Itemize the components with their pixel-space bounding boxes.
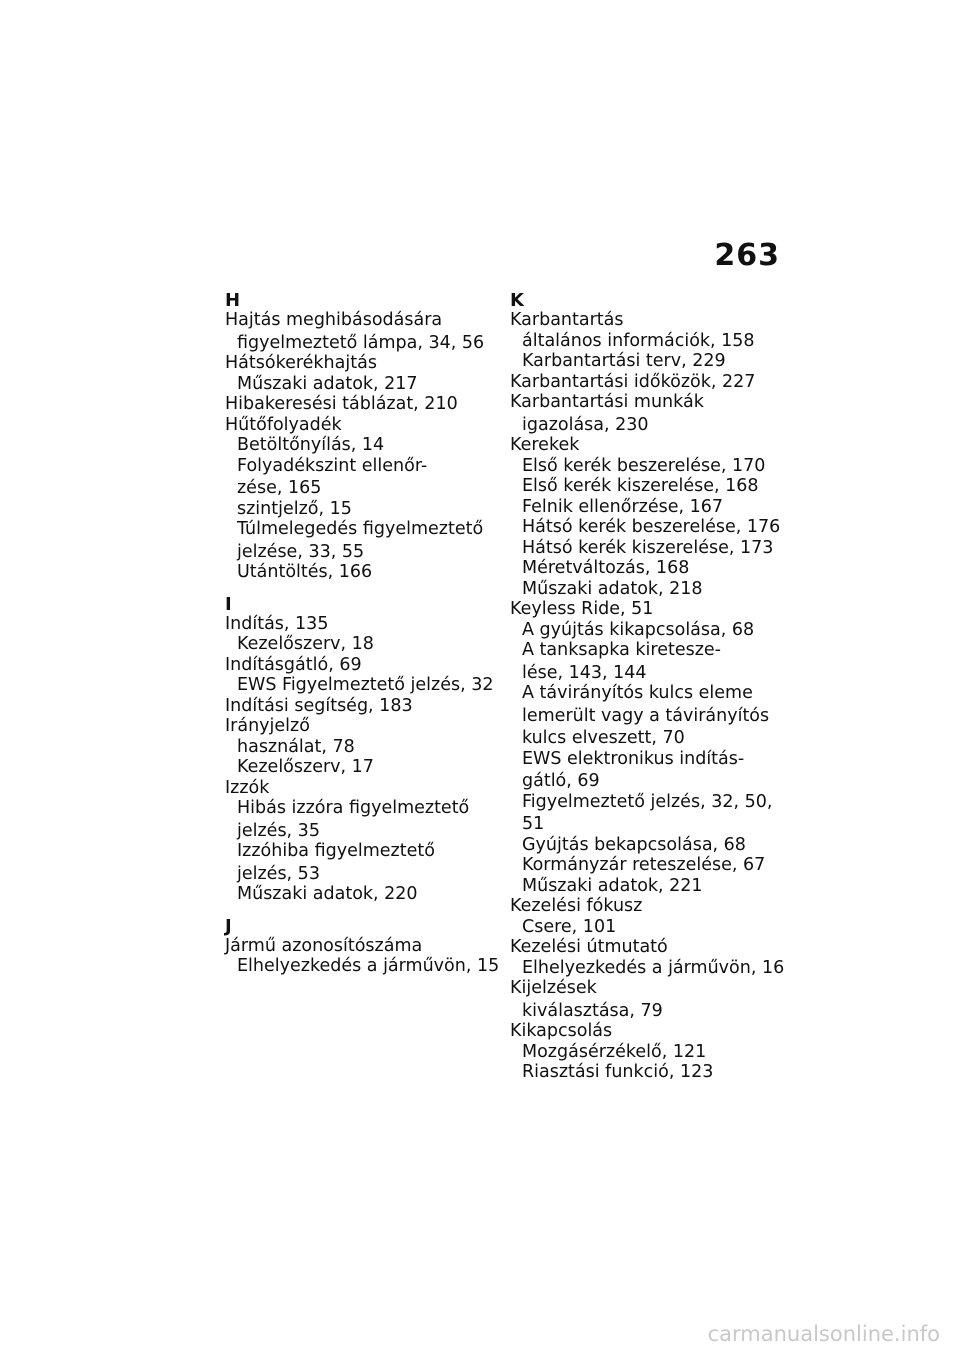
index-entry: Jármű azonosítószáma [225,935,423,956]
index-subentry: A gyújtás kikapcsolása, 68 [522,619,755,640]
index-subentry: figyelmeztető lámpa, 34, 56 [237,332,485,353]
index-column-left [225,291,505,977]
index-subentry: Elhelyezkedés a járművön, 15 [237,956,500,976]
index-subentry: Első kerék kiszerelése, 168 [522,476,759,496]
section-spacer [225,583,505,595]
index-subentry: kulcs elveszett, 70 [522,728,685,748]
index-entry: Hátsókerékhajtás [225,353,377,373]
index-subentry: Izzóhiba figyelmeztető [237,841,435,861]
index-subentry: általános információk, 158 [522,330,755,351]
index-section-letter: I [225,593,232,615]
index-subentry: Hátsó kerék kiszerelése, 173 [522,537,774,558]
index-subentry: EWS elektronikus indítás- [522,748,745,769]
index-subentry: Első kerék beszerelése, 170 [522,455,766,476]
index-entry: Indítási segítség, 183 [225,695,413,716]
index-entry: Karbantartási munkák [510,392,704,412]
index-subentry: használat, 78 [237,736,355,757]
index-entry: Irányjelző [225,716,310,736]
index-subentry: lemerült vagy a távirányítós [522,705,770,726]
index-subentry: EWS Figyelmeztető jelzés, 32 [237,675,494,695]
index-subentry: Folyadékszint ellenőr- [237,455,428,476]
index-subentry: Riasztási funkció, 123 [522,1062,714,1082]
index-subentry: Csere, 101 [522,916,617,937]
index-subentry: szintjelző, 15 [237,498,352,519]
index-entry: Kikapcsolás [510,1021,613,1041]
index-subentry: gátló, 69 [522,771,600,791]
index-entry: Hibakeresési táblázat, 210 [225,394,458,414]
index-subentry: 51 [522,814,545,834]
index-entry: Izzók [225,777,270,798]
index-subentry: Hátsó kerék beszerelése, 176 [522,517,781,537]
page-number: 263 [714,238,780,273]
index-subentry: Műszaki adatok, 220 [237,884,418,904]
index-subentry: Méretváltozás, 168 [522,558,690,578]
index-subentry: Gyújtás bekapcsolása, 68 [522,834,746,855]
index-entry: Keyless Ride, 51 [510,599,654,619]
index-subentry: Műszaki adatok, 218 [522,578,703,599]
index-entry: Hajtás meghibásodására [225,310,443,330]
index-subentry: Elhelyezkedés a járművön, 16 [522,957,785,978]
section-spacer [225,905,505,917]
index-entry: Karbantartási időközök, 227 [510,371,756,392]
index-subentry: Kezelőszerv, 17 [237,757,374,777]
index-subentry: lése, 143, 144 [522,662,647,683]
index-subentry: Kormányzár reteszelése, 67 [522,855,766,875]
watermark: carmanualsonline.info [707,1322,940,1346]
index-subentry: Hibás izzóra figyelmeztető [237,798,470,818]
index-entry: Kezelési fókusz [510,896,643,916]
index-subentry: Figyelmeztető jelzés, 32, 50, [522,791,773,812]
index-section-letter: K [510,290,524,311]
index-subentry: jelzése, 33, 55 [237,541,365,562]
index-entry: Indítás, 135 [225,613,329,634]
index-subentry: jelzés, 53 [237,863,320,884]
index-subentry: Műszaki adatok, 217 [237,373,418,394]
index-entry: Karbantartás [510,310,624,330]
index-column-right [510,291,790,1083]
index-subentry: Kezelőszerv, 18 [237,634,374,654]
index-section-letter: J [225,915,232,937]
index-entry: Hűtőfolyadék [225,414,342,435]
index-entry: Indításgátló, 69 [225,654,362,675]
index-subentry: Túlmelegedés figyelmeztető [237,519,484,539]
index-entry: Kijelzések [510,978,597,998]
index-subentry: Felnik ellenőrzése, 167 [522,496,724,517]
index-subentry: Betöltőnyílás, 14 [237,435,385,455]
index-subentry: A távirányítós kulcs eleme [522,683,753,703]
index-subentry: igazolása, 230 [522,414,649,435]
index-entry: Kerekek [510,435,580,455]
index-subentry: Utántöltés, 166 [237,562,373,582]
index-subentry: A tanksapka kiretesze- [522,640,721,660]
index-subentry: Karbantartási terv, 229 [522,351,726,371]
index-entry: Kezelési útmutató [510,937,668,957]
index-section-letter: H [225,290,241,311]
index-subentry: zése, 165 [237,478,322,498]
index-subentry: kiválasztása, 79 [522,1000,663,1021]
index-subentry: Mozgásérzékelő, 121 [522,1041,707,1062]
index-subentry: jelzés, 35 [237,820,320,841]
index-subentry: Műszaki adatok, 221 [522,875,703,896]
